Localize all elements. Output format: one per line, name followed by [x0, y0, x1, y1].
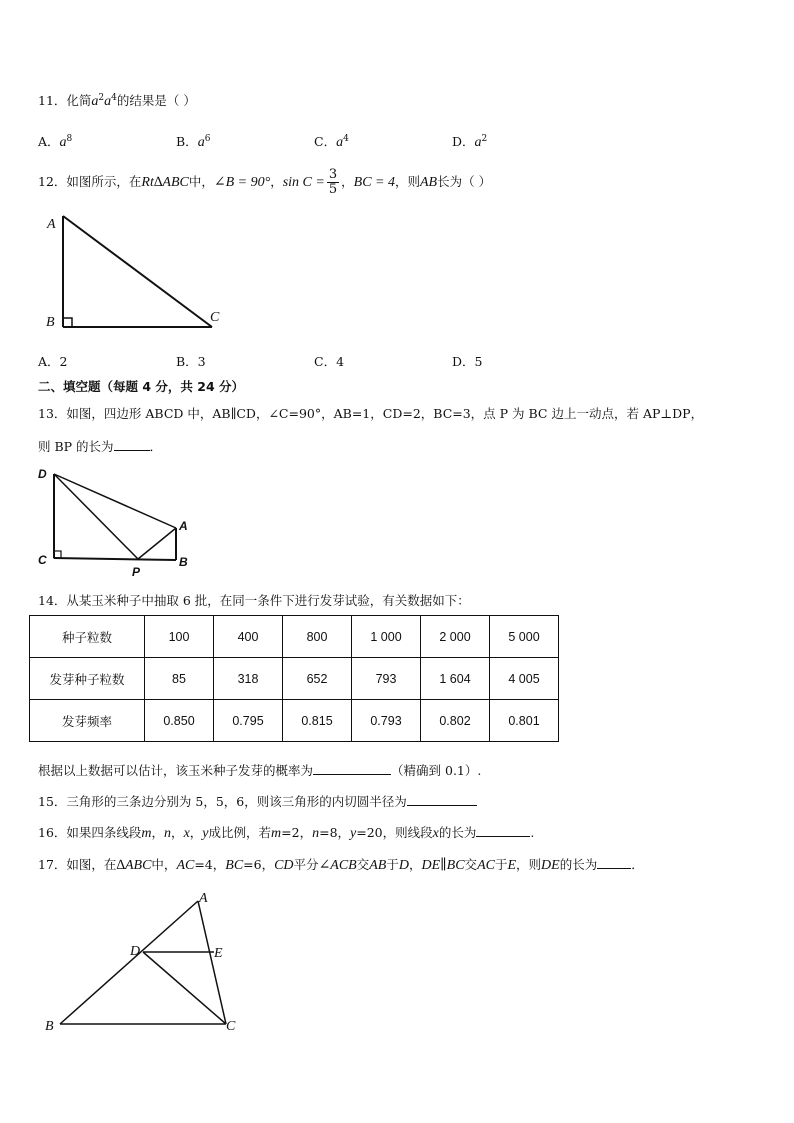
- table-cell: 0.801: [490, 700, 559, 742]
- table-header-cell: 种子粒数: [30, 616, 145, 658]
- table-cell: 800: [283, 616, 352, 658]
- table-cell: 400: [214, 616, 283, 658]
- q12-ab: AB: [420, 175, 438, 190]
- table-cell: 5 000: [490, 616, 559, 658]
- q12-label-b: B: [46, 315, 55, 330]
- q13-stem-line1: 13．如图，四边形 ABCD 中，AB∥CD，∠C=90°，AB=1，CD=2，BC=3，点 P 为 BC 边上一动点，若 AP⊥DP，: [38, 406, 704, 421]
- q13-label-a: A: [179, 519, 188, 533]
- q11-option-c[interactable]: C．$a^4$: [314, 134, 349, 151]
- q17-stem: 17．如图，在∆ABC中，AC=4，BC=6，CD平分∠ACB交AB于D，DE∥BC交AC于E，则DE的长为 ．: [38, 857, 644, 873]
- q11-math-a: a: [91, 94, 99, 110]
- table-cell: 0.802: [421, 700, 490, 742]
- q12-triangle: Rt∆ABC: [141, 175, 189, 190]
- q17-label-e: E: [214, 946, 223, 961]
- q17-label-c: C: [226, 1019, 236, 1034]
- table-cell: 0.850: [145, 700, 214, 742]
- q13-label-c: C: [38, 553, 47, 567]
- q13-label-d: D: [38, 467, 47, 481]
- q16-answer-blank[interactable]: [476, 823, 530, 837]
- q12-option-b[interactable]: B．3: [176, 354, 206, 369]
- q15-answer-blank[interactable]: [407, 792, 477, 806]
- q16-stem: 16．如果四条线段m，n，x，y成比例，若m=2，n=8，y=20，则线段x的长为 .: [38, 825, 535, 841]
- q11-option-b[interactable]: B．$a^6$: [176, 134, 211, 151]
- q11-option-d[interactable]: D．$a^2$: [452, 134, 488, 151]
- q14-conclusion: 根据以上数据可以估计，该玉米种子发芽的概率为 （精确到 0.1）.: [38, 763, 482, 778]
- table-header-cell: 发芽种子粒数: [30, 658, 145, 700]
- q13-quadrilateral-figure: [36, 462, 196, 580]
- q12-option-a[interactable]: A．2: [38, 354, 68, 369]
- table-cell: 0.793: [352, 700, 421, 742]
- q11-option-a[interactable]: A．$a^8$: [38, 134, 73, 151]
- table-cell: 793: [352, 658, 421, 700]
- q11-text-after: 的结果是（ ）: [116, 93, 196, 109]
- q12-option-c[interactable]: C．4: [314, 354, 345, 369]
- table-cell: 652: [283, 658, 352, 700]
- q12-bc: BC = 4: [353, 175, 395, 190]
- q13-stem-line2: 则 BP 的长为 ．: [38, 439, 163, 454]
- table-cell: 85: [145, 658, 214, 700]
- table-cell: 318: [214, 658, 283, 700]
- q12-triangle-figure: [40, 208, 230, 338]
- q17-label-d: D: [130, 944, 141, 959]
- table-row: [30, 658, 559, 700]
- q12-label-c: C: [210, 310, 220, 325]
- q12-label-a: A: [47, 217, 56, 232]
- q14-stem: 14．从某玉米种子中抽取 6 批，在同一条件下进行发芽试验，有关数据如下：: [38, 593, 470, 608]
- q11-exp-1: 2: [98, 93, 105, 103]
- q11-math-a2: a: [104, 94, 112, 110]
- q17-label-b: B: [45, 1019, 54, 1034]
- q17-triangle-figure: [40, 888, 250, 1038]
- q11-stem: [38, 89, 196, 111]
- q17-label-a: A: [199, 891, 208, 906]
- table-cell: 4 005: [490, 658, 559, 700]
- q15-stem: 15．三角形的三条边分别为 5，5，6，则该三角形的内切圆半径为: [38, 792, 477, 811]
- q17-answer-blank[interactable]: [597, 855, 631, 869]
- q12-stem: 12．如图所示，在Rt∆ABC中，∠B = 90°，sin C = $\frac{3}{5}$ ，BC = 4，则AB长为（ ）: [38, 167, 492, 197]
- table-row: [30, 700, 559, 742]
- table-row: [30, 616, 559, 658]
- table-cell: 2 000: [421, 616, 490, 658]
- table-cell: 100: [145, 616, 214, 658]
- q12-option-d[interactable]: D．5: [452, 354, 483, 369]
- table-cell: 1 000: [352, 616, 421, 658]
- q12-sin: sin C =: [282, 175, 325, 190]
- table-cell: 0.815: [283, 700, 352, 742]
- table-cell: 1 604: [421, 658, 490, 700]
- q12-angle: ∠B = 90°: [213, 175, 271, 190]
- q13-label-p: P: [132, 565, 141, 579]
- q14-data-table: [29, 615, 559, 742]
- q11-exp-2: 4: [111, 93, 117, 103]
- q11-text: 11．化简: [38, 93, 92, 109]
- q12-fraction: $\frac{3}{5}$: [328, 167, 338, 197]
- q13-label-b: B: [179, 555, 188, 569]
- section-title: 二、填空题（每题 4 分，共 24 分）: [38, 379, 245, 394]
- q13-answer-blank[interactable]: [114, 437, 150, 451]
- q14-answer-blank[interactable]: [313, 761, 391, 775]
- table-header-cell: 发芽频率: [30, 700, 145, 742]
- table-cell: 0.795: [214, 700, 283, 742]
